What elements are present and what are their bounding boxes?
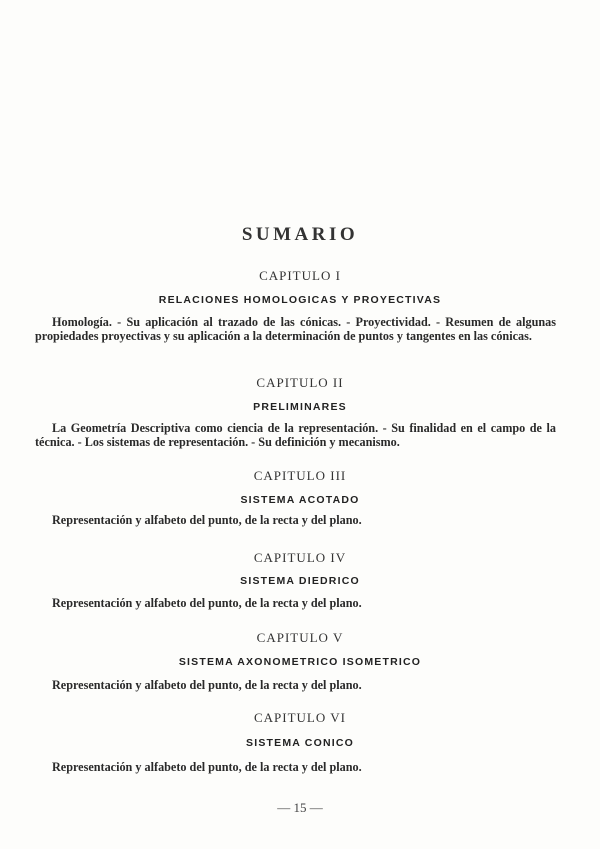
chapter-heading: RELACIONES HOMOLOGICAS Y PROYECTIVAS xyxy=(158,294,442,306)
chapter-heading: SISTEMA CONICO xyxy=(246,737,354,749)
chapter-summary: Representación y alfabeto del punto, de la recta y del plano. xyxy=(52,760,362,774)
chapter-label: CAPITULO I xyxy=(259,268,341,283)
page-title: SUMARIO xyxy=(241,224,359,245)
chapter-label: CAPITULO V xyxy=(256,630,344,645)
chapter-heading: PRELIMINARES xyxy=(253,401,347,413)
chapter-label: CAPITULO IV xyxy=(253,550,347,565)
chapter-heading: SISTEMA AXONOMETRICO ISOMETRICO xyxy=(178,656,422,668)
chapter-label: CAPITULO VI xyxy=(253,710,346,725)
chapter-heading: SISTEMA DIEDRICO xyxy=(240,575,360,587)
chapter-label: CAPITULO III xyxy=(253,468,347,483)
chapter-summary: La Geometría Descriptiva como ciencia de la representación. - Su finalidad en el campo de la técnica. - Los sistemas de representación. - Su definición y mecanismo. xyxy=(35,421,556,449)
page-number: — 15 — xyxy=(277,800,323,815)
chapter-summary: Representación y alfabeto del punto, de la recta y del plano. xyxy=(52,596,362,610)
chapter-label: CAPITULO II xyxy=(256,375,344,390)
chapter-summary: Homología. - Su aplicación al trazado de las cónicas. - Proyectividad. - Resumen de algunas propiedades proyectivas y su aplicación a la determinación de puntos y tangentes en las cónicas. xyxy=(35,315,556,343)
chapter-heading: SISTEMA ACOTADO xyxy=(240,494,360,506)
chapter-summary: Representación y alfabeto del punto, de la recta y del plano. xyxy=(52,513,362,527)
chapter-summary: Representación y alfabeto del punto, de la recta y del plano. xyxy=(52,678,362,692)
